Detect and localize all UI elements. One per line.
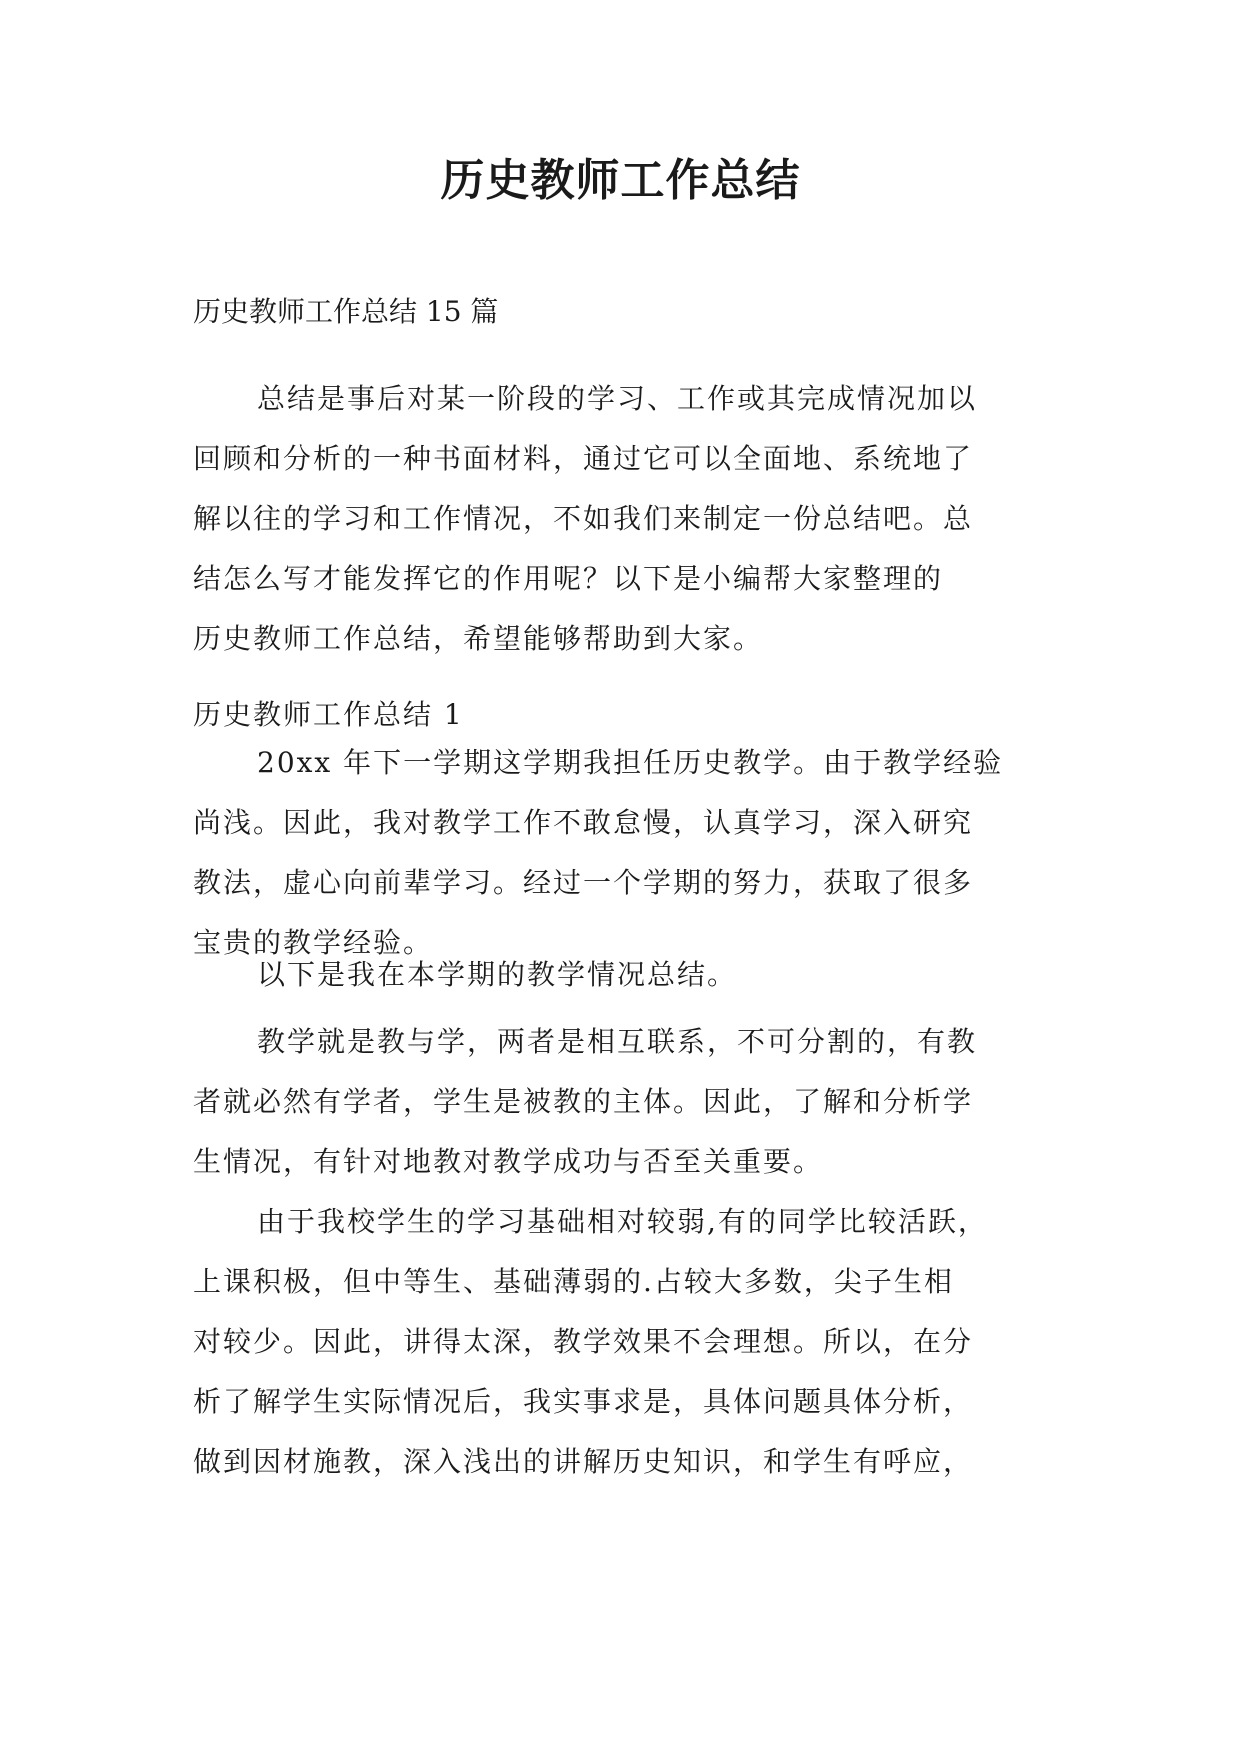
paragraph-line: 析了解学生实际情况后，我实事求是，具体问题具体分析， (193, 1385, 974, 1418)
paragraph-line: 20xx 年下一学期这学期我担任历史教学。由于教学经验 (257, 746, 1004, 779)
section-heading-text: 历史教师工作总结 1 (193, 698, 464, 731)
paragraph-line: 结怎么写才能发挥它的作用呢？以下是小编帮大家整理的 (193, 562, 944, 595)
section-paragraph-1 (193, 733, 1053, 973)
document-title: 历史教师工作总结 (440, 155, 801, 206)
document-subtitle: 历史教师工作总结 15 篇 (193, 295, 499, 328)
paragraph-line: 尚浅。因此，我对教学工作不敢怠慢，认真学习，深入研究 (193, 806, 974, 839)
paragraph-line: 做到因材施教，深入浅出的讲解历史知识，和学生有呼应， (193, 1445, 974, 1478)
paragraph-line: 解以往的学习和工作情况，不如我们来制定一份总结吧。总 (193, 502, 974, 535)
paragraph-line: 宝贵的教学经验。 (193, 926, 434, 959)
paragraph-line: 教法，虚心向前辈学习。经过一个学期的努力，获取了很多 (193, 866, 974, 899)
paragraph-line: 对较少。因此，讲得太深，教学效果不会理想。所以，在分 (193, 1325, 974, 1358)
paragraph-line: 教学就是教与学，两者是相互联系，不可分割的，有教 (257, 1025, 978, 1058)
section-paragraph-3 (193, 1012, 1053, 1192)
paragraph-line: 由于我校学生的学习基础相对较弱,有的同学比较活跃， (257, 1205, 988, 1238)
paragraph-line: 生情况，有针对地教对教学成功与否至关重要。 (193, 1145, 824, 1178)
paragraph-line: 历史教师工作总结，希望能够帮助到大家。 (193, 622, 764, 655)
section-paragraph-4 (193, 1192, 1053, 1492)
paragraph-line: 以下是我在本学期的教学情况总结。 (257, 958, 738, 991)
intro-paragraph (193, 369, 1053, 669)
paragraph-line: 上课积极，但中等生、基础薄弱的.占较大多数，尖子生相 (193, 1265, 954, 1298)
paragraph-line: 回顾和分析的一种书面材料，通过它可以全面地、系统地了 (193, 442, 974, 475)
paragraph-line: 者就必然有学者，学生是被教的主体。因此，了解和分析学 (193, 1085, 974, 1118)
section-paragraph-2 (193, 945, 1053, 1005)
paragraph-line: 总结是事后对某一阶段的学习、工作或其完成情况加以 (257, 382, 978, 415)
